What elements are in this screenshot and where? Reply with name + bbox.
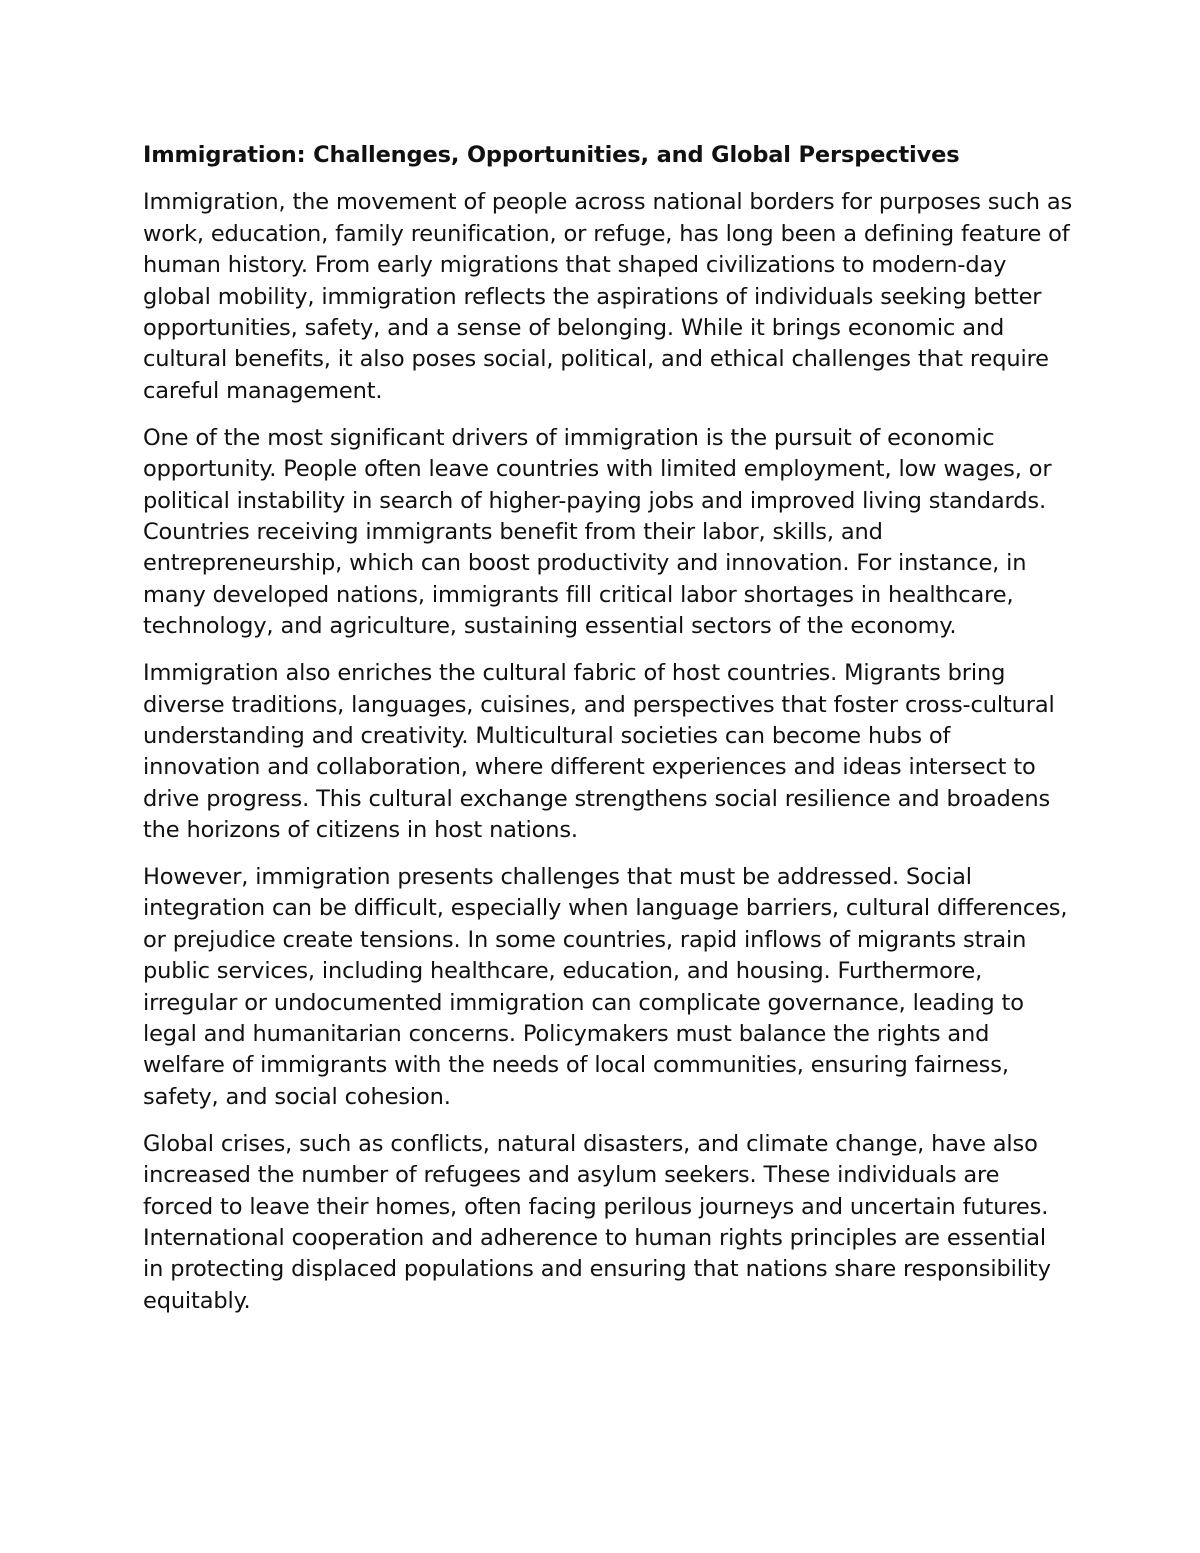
paragraph-introduction: Immigration, the movement of people across national borders for purposes such as work, education, family reunification, or refuge, has long been a defining feature of human history. From early migrations that shaped civilizations to modern-day global mobility, immigration reflects the aspirations of individuals seeking better opportunities, safety, and a sense of belonging. While it brings economic and cultural benefits, it also poses social, political, and ethical challenges that require careful management. bbox=[143, 189, 1073, 404]
paragraph-economic-drivers: One of the most significant drivers of immigration is the pursuit of economic opportunity. People often leave countries with limited employment, low wages, or political instability in search of higher-paying jobs and improved living standards. Countries receiving immigrants benefit from their labor, skills, and entrepreneurship, which can boost productivity and innovation. For instance, in many developed nations, immigrants fill critical labor shortages in healthcare, technology, and agriculture, sustaining essential sectors of the economy. bbox=[143, 424, 1052, 640]
paragraph-global-crises: Global crises, such as conflicts, natural disasters, and climate change, have also increased the number of refugees and asylum seekers. These individuals are forced to leave their homes, often facing perilous journeys and uncertain futures. International cooperation and adherence to human rights principles are essential in protecting displaced populations and ensuring that nations share responsibility equitably. bbox=[143, 1130, 1051, 1314]
document-title: Immigration: Challenges, Opportunities, and Global Perspectives bbox=[143, 142, 960, 168]
paragraph-cultural-enrichment: Immigration also enriches the cultural fabric of host countries. Migrants bring diverse traditions, languages, cuisines, and perspectives that foster cross-cultural understanding and creativity. Multicultural societies can become hubs of innovation and collaboration, where different experiences and ideas intersect to drive progress. This cultural exchange strengthens social resilience and broadens the horizons of citizens in host nations. bbox=[143, 660, 1055, 844]
document-body bbox=[143, 140, 1073, 1333]
paragraph-challenges: However, immigration presents challenges that must be addressed. Social integration can be difficult, especially when language barriers, cultural differences, or prejudice create tensions. In some countries, rapid inflows of migrants strain public services, including healthcare, education, and housing. Furthermore, irregular or undocumented immigration can complicate governance, leading to legal and humanitarian concerns. Policymakers must balance the rights and welfare of immigrants with the needs of local communities, ensuring fairness, safety, and social cohesion. bbox=[143, 864, 1068, 1110]
